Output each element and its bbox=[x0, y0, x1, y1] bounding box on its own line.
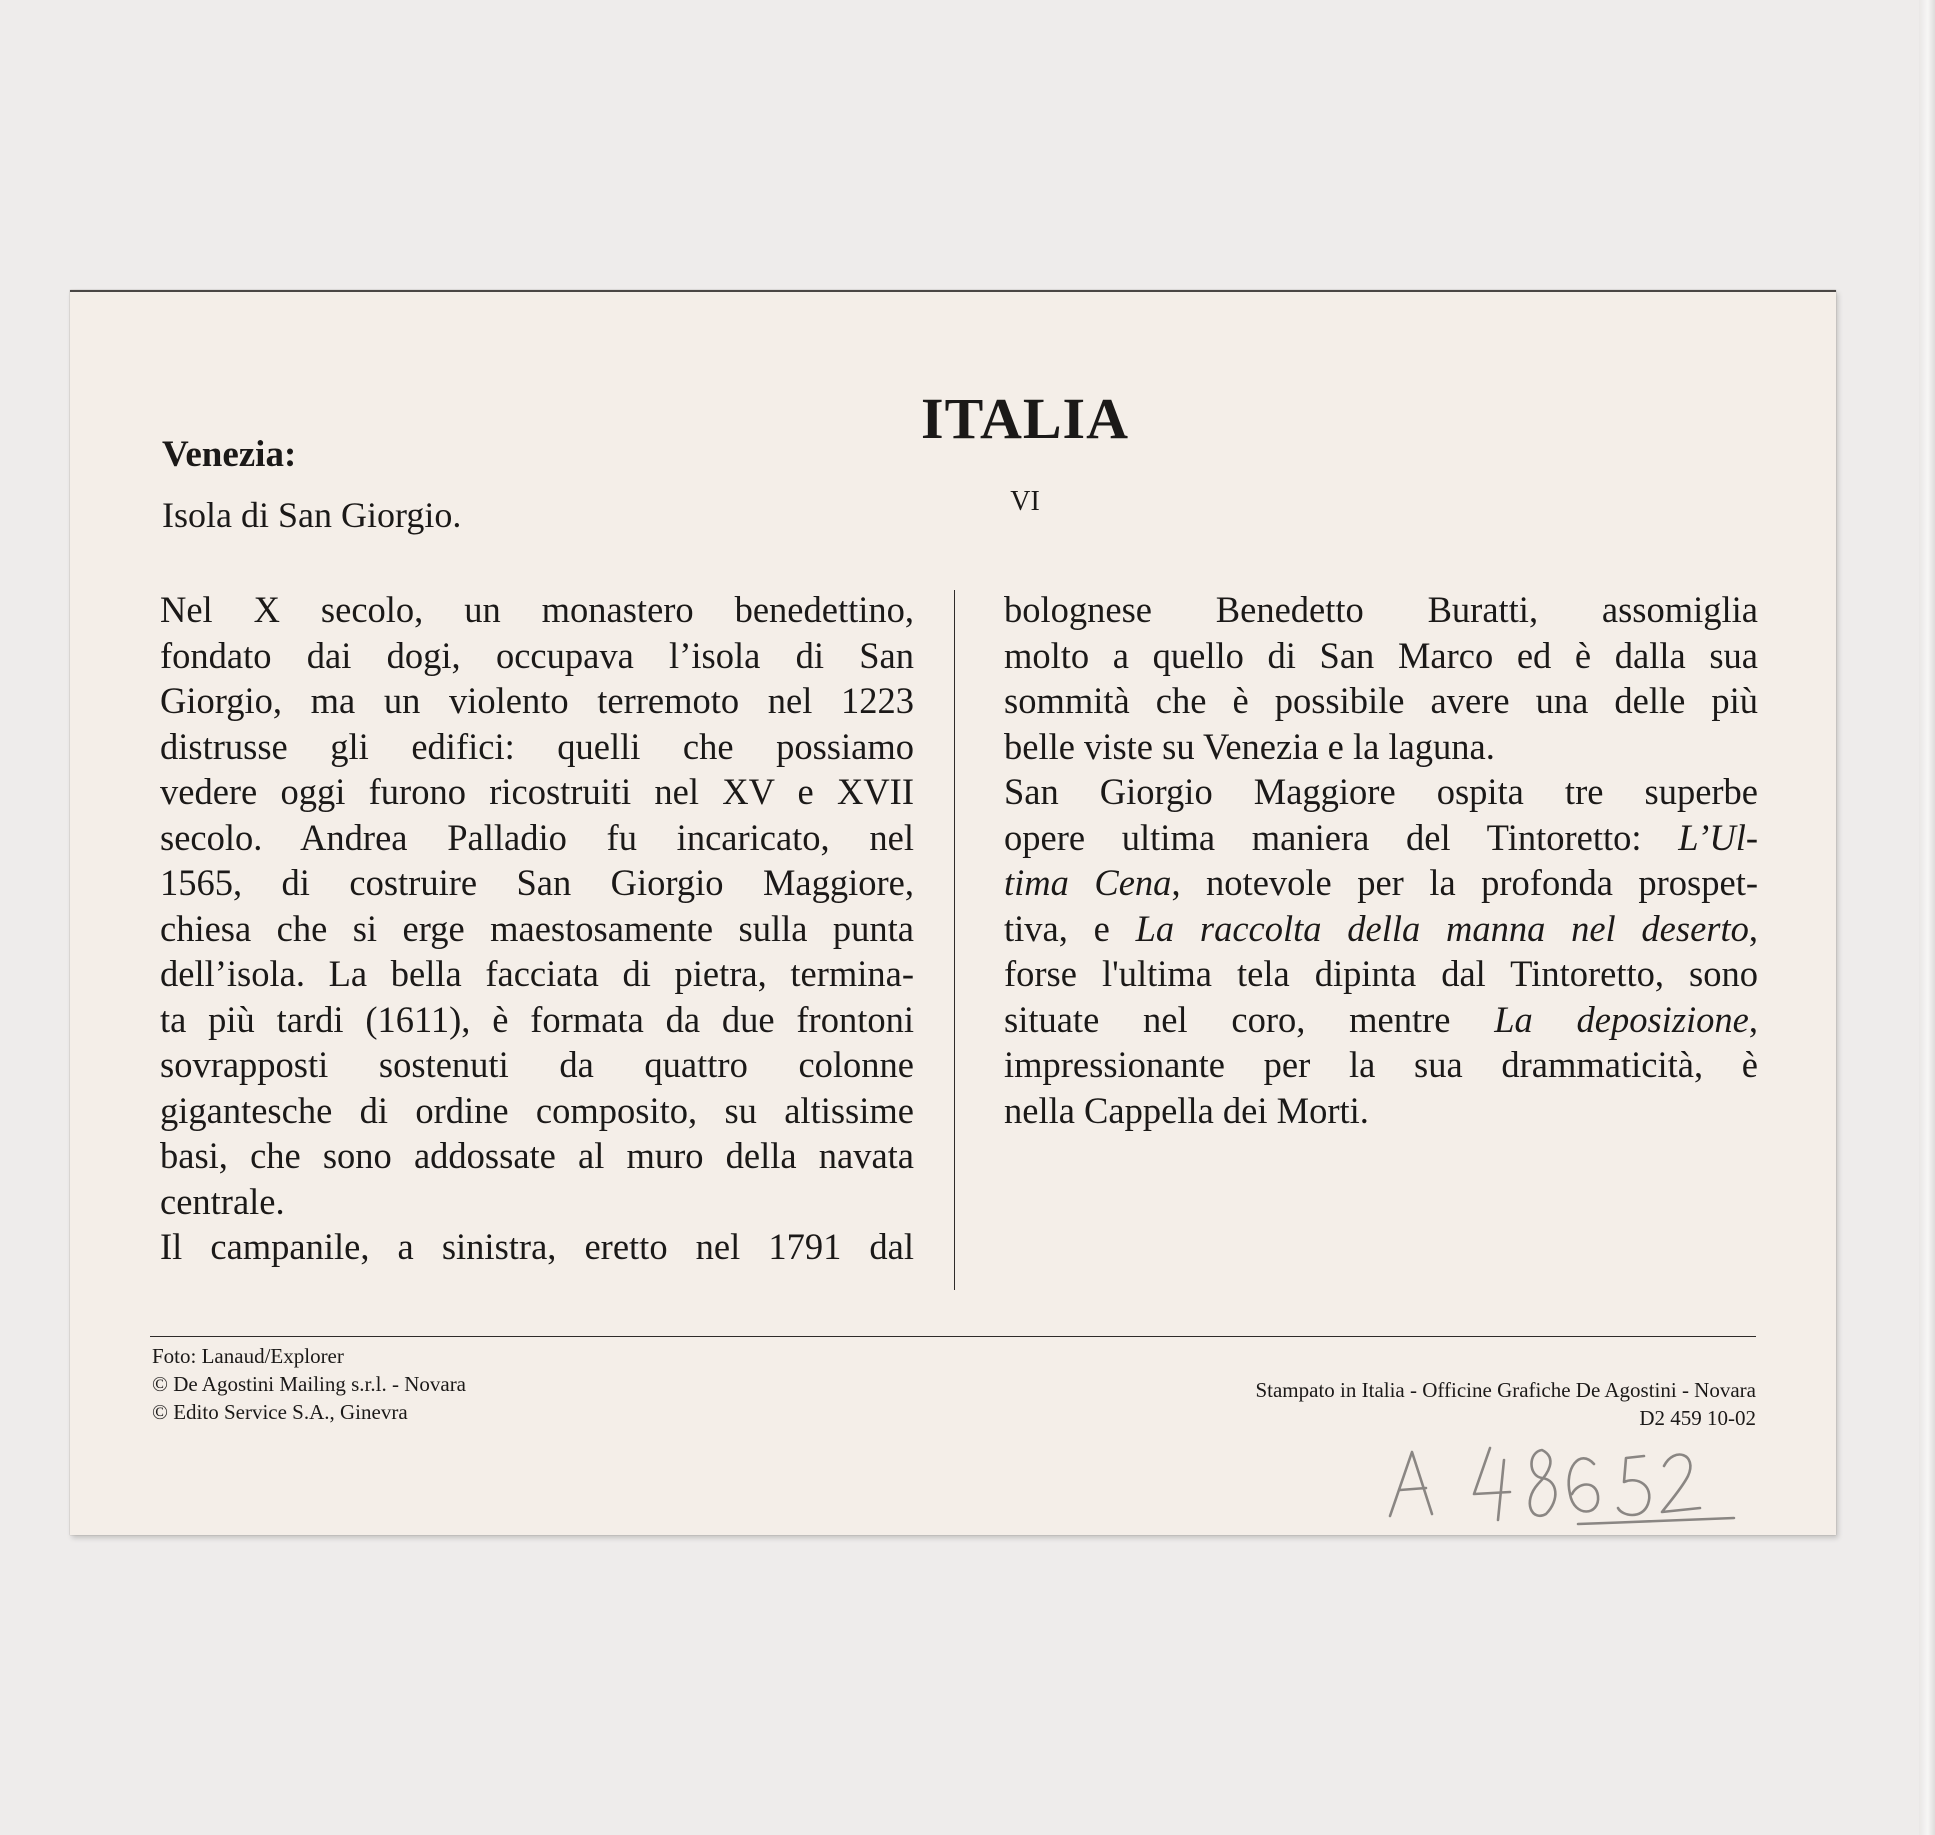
volume-number: VI bbox=[1010, 486, 1040, 517]
artwork-title: tima Cena bbox=[1004, 862, 1172, 903]
text-line: ta più tardi (1611), è formata da due frontoni bbox=[160, 998, 914, 1040]
credit-line: Foto: Lanaud/Explorer bbox=[152, 1344, 344, 1368]
card-title: ITALIA bbox=[921, 386, 1129, 451]
column-divider bbox=[954, 590, 955, 1290]
text-line: sovrapposti sostenuti da quattro colonne bbox=[160, 1044, 914, 1085]
text-line: bolognese Benedetto Buratti, assomiglia bbox=[1004, 589, 1758, 630]
photo-credits bbox=[152, 1342, 466, 1426]
subject-heading: Isola di San Giorgio. bbox=[162, 495, 462, 535]
card-top-edge bbox=[70, 290, 1836, 292]
credit-line: © Edito Service S.A., Ginevra bbox=[152, 1400, 408, 1424]
text-line: Nel X secolo, un monastero benedettino, bbox=[160, 589, 914, 630]
footer-divider bbox=[150, 1336, 1756, 1337]
text-line: nella Cappella dei Morti. bbox=[1004, 1089, 1369, 1131]
text-line: tiva, e La raccolta della manna nel deserto, bbox=[1004, 907, 1758, 949]
product-code: D2 459 10-02 bbox=[1639, 1406, 1756, 1430]
text-line: distrusse gli edifici: quelli che possiamo bbox=[160, 725, 914, 767]
text-line: San Giorgio Maggiore ospita tre superbe bbox=[1004, 771, 1758, 812]
text-line: basi, che sono addossate al muro della navata bbox=[160, 1135, 914, 1176]
text-line: vedere oggi furono ricostruiti nel XV e XVII bbox=[160, 771, 914, 812]
text-line: dell’isola. La bella facciata di pietra, termina- bbox=[160, 953, 914, 994]
artwork-title: L’Ul- bbox=[1678, 816, 1758, 858]
text-line: Il campanile, a sinistra, eretto nel 1791 dal bbox=[160, 1226, 914, 1267]
text-line: forse l'ultima tela dipinta dal Tintoretto, sono bbox=[1004, 953, 1758, 994]
text-line: belle viste su Venezia e la laguna. bbox=[1004, 725, 1495, 767]
text-line: Giorgio, ma un violento terremoto nel 1223 bbox=[160, 680, 914, 721]
text-line: chiesa che si erge maestosamente sulla punta bbox=[160, 907, 914, 949]
artwork-title: La raccolta della manna nel deserto bbox=[1135, 907, 1749, 949]
artwork-title: La deposizione bbox=[1494, 998, 1749, 1040]
text-column-left bbox=[160, 587, 914, 1270]
text-line: opere ultima maniera del Tintoretto: L’Ul- bbox=[1004, 816, 1758, 858]
text-line: impressionante per la sua drammaticità, è bbox=[1004, 1044, 1758, 1085]
text-line: tima Cena, notevole per la profonda prospet- bbox=[1004, 862, 1759, 903]
text-column-right bbox=[1004, 587, 1758, 1133]
text-line: sommità che è possibile avere una delle più bbox=[1004, 680, 1758, 721]
credit-line: © De Agostini Mailing s.r.l. - Novara bbox=[152, 1372, 467, 1396]
postcard-back bbox=[70, 290, 1836, 1535]
printer-line: Stampato in Italia - Officine Grafiche De Agostini - Novara bbox=[1255, 1378, 1756, 1402]
handwritten-note bbox=[1382, 1438, 1782, 1528]
text-line: secolo. Andrea Palladio fu incaricato, nel bbox=[160, 816, 914, 858]
text-line: gigantesche di ordine composito, su altissime bbox=[160, 1089, 914, 1131]
text-line: molto a quello di San Marco ed è dalla sua bbox=[1004, 634, 1758, 676]
text-line: 1565, di costruire San Giorgio Maggiore, bbox=[160, 862, 914, 903]
text-line: centrale. bbox=[160, 1180, 285, 1222]
location-heading: Venezia: bbox=[162, 434, 297, 475]
printer-info bbox=[1255, 1376, 1756, 1432]
scan-edge bbox=[1919, 0, 1935, 1835]
text-line: fondato dai dogi, occupava l’isola di San bbox=[160, 634, 914, 676]
text-line: situate nel coro, mentre La deposizione, bbox=[1004, 998, 1758, 1040]
